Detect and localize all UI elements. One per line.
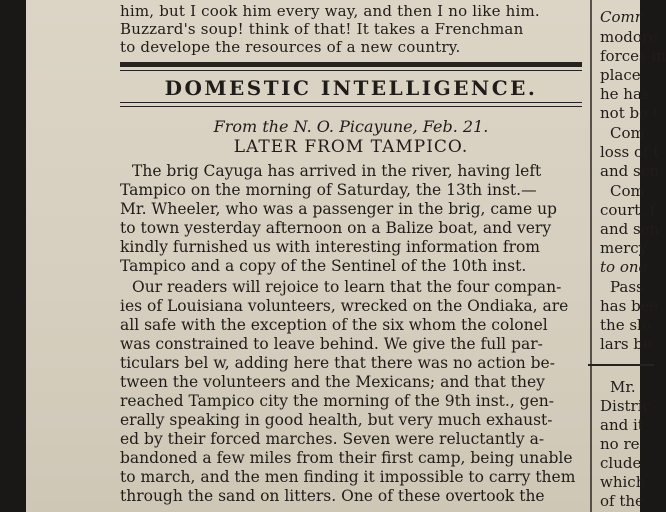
right-fragment-line: Distric bbox=[600, 397, 651, 415]
heading-rule-upper bbox=[120, 102, 582, 103]
article-line: ies of Louisiana volunteers, wrecked on the Ondiaka, are bbox=[120, 297, 569, 315]
right-fragment-line: no re bbox=[600, 435, 640, 453]
article-line: to march, and the men finding it impossible to carry them bbox=[120, 468, 576, 486]
section-heading: DOMESTIC INTELLIGENCE. bbox=[164, 76, 538, 100]
main-column bbox=[120, 0, 584, 512]
right-fragment-line: Com bbox=[610, 124, 645, 142]
right-fragment-line: forces in bbox=[600, 47, 666, 65]
article-line: Mr. Wheeler, who was a passenger in the brig, came up bbox=[120, 200, 557, 218]
right-fragment-line: and it bbox=[600, 416, 644, 434]
right-fragment-line: he has bbox=[600, 85, 650, 103]
right-fragment-line: mercy bbox=[600, 239, 648, 257]
right-fragment-line: clude bbox=[600, 454, 642, 472]
top-text-line-1: him, but I cook him every way, and then I no like him. bbox=[120, 2, 540, 20]
heading-rule-lower bbox=[120, 106, 582, 107]
article-line: reached Tampico city the morning of the 9th inst., gen- bbox=[120, 392, 554, 410]
article-line: The brig Cayuga has arrived in the river, having left bbox=[132, 162, 542, 180]
right-fragment-line: which bbox=[600, 473, 646, 491]
article-line: tween the volunteers and the Mexicans; and that they bbox=[120, 373, 545, 391]
right-fragment-line: of the bbox=[600, 492, 644, 510]
article-line: bandoned a few miles from their first camp, being unable bbox=[120, 449, 573, 467]
article-source-line: From the N. O. Picayune, Feb. 21. bbox=[213, 117, 489, 136]
right-fragment-line: has bee bbox=[600, 297, 659, 315]
article-line: through the sand on litters. One of these overtook the bbox=[120, 487, 545, 505]
article-line: was constrained to leave behind. We give the full par- bbox=[120, 335, 543, 353]
article-line: Tampico and a copy of the Sentinel of the 10th inst. bbox=[120, 257, 527, 275]
article-line: kindly furnished us with interesting information from bbox=[120, 238, 541, 256]
section-thick-rule bbox=[120, 62, 582, 67]
right-fragment-line: loss of t bbox=[600, 143, 660, 161]
article-line: to town yesterday afternoon on a Balize boat, and very bbox=[120, 219, 552, 237]
right-fragment-line: place. bbox=[600, 66, 646, 84]
article-line: all safe with the exception of the six whom the colonel bbox=[120, 316, 548, 334]
right-fragment-line: Pass bbox=[610, 278, 644, 296]
right-fragment-line: modore bbox=[600, 28, 658, 46]
right-fragment-line: Mr. bbox=[610, 378, 636, 396]
section-thin-rule-top bbox=[120, 70, 582, 71]
right-fragment-line: lars be bbox=[600, 335, 652, 353]
right-fragment-line: not be t bbox=[600, 104, 659, 122]
right-column-rule bbox=[588, 364, 654, 366]
article-line: Tampico on the morning of Saturday, the 13th inst.— bbox=[120, 181, 537, 199]
right-fragment-line: and sen bbox=[600, 220, 660, 238]
article-line: ticulars bel w, adding here that there was no action be- bbox=[120, 354, 555, 372]
newspaper-page bbox=[26, 0, 666, 512]
top-text-line-3: to develope the resources of a new country. bbox=[120, 38, 461, 56]
top-text-line-2: Buzzard's soup! think of that! It takes a Frenchman bbox=[120, 20, 524, 38]
article-line: Our readers will rejoice to learn that the four compan- bbox=[132, 278, 562, 296]
right-fragment-line: Comr bbox=[600, 8, 642, 26]
article-headline: LATER FROM TAMPICO. bbox=[233, 137, 469, 157]
right-fragment-line: the slo bbox=[600, 316, 651, 334]
right-column-fragment bbox=[574, 0, 666, 512]
right-fragment-line: court, f bbox=[600, 201, 656, 219]
right-fragment-line: and sen bbox=[600, 162, 660, 180]
right-fragment-line: to one bbox=[600, 258, 648, 276]
article-line: erally speaking in good health, but very much exhaust- bbox=[120, 411, 553, 429]
right-fragment-line: Com bbox=[610, 182, 645, 200]
article-line: ed by their forced marches. Seven were reluctantly a- bbox=[120, 430, 545, 448]
